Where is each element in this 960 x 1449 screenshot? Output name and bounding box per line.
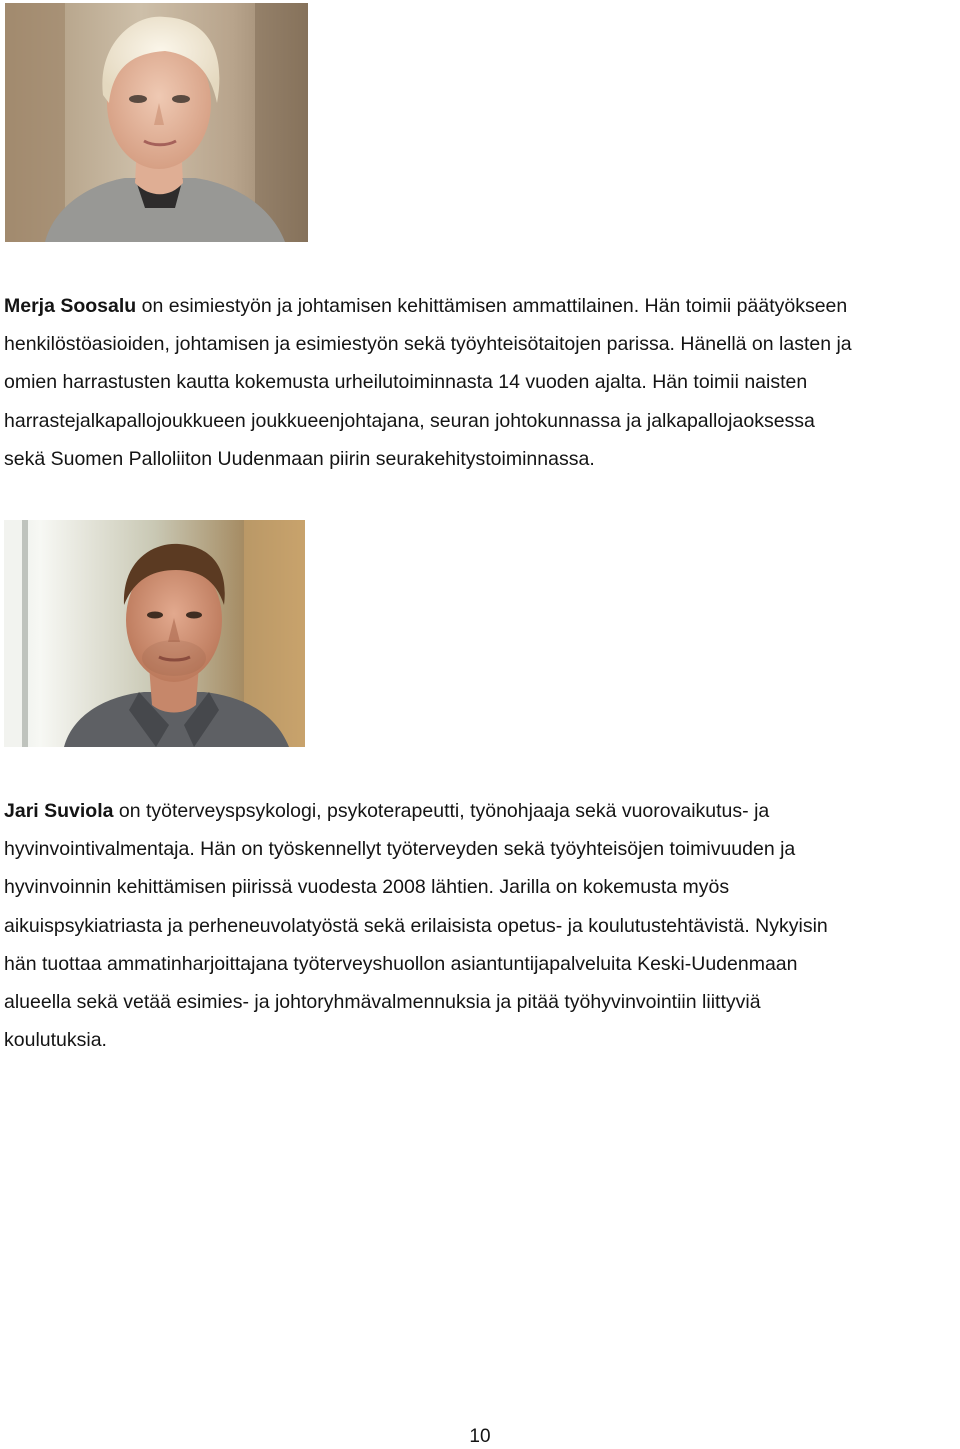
bio-line: harrastejalkapallojoukkueen joukkueenjohtajana, seuran johtokunnassa ja jalkapallojaoksessa — [4, 409, 815, 432]
portrait-image — [4, 520, 305, 747]
bio-line: Jari Suviola on työterveyspsykologi, psykoterapeutti, työnohjaaja sekä vuorovaikutus- ja — [4, 800, 770, 822]
bio-line: omien harrastusten kautta kokemusta urheilutoiminnasta 14 vuoden ajalta. Hän toimii naisten — [4, 371, 808, 394]
bio-line: alueella sekä vetää esimies- ja johtoryhmävalmennuksia ja pitää työhyvinvointiin liittyviä — [4, 991, 761, 1014]
portrait-image — [5, 3, 308, 242]
bio-line: koulutuksia. — [4, 1029, 107, 1052]
bio-line: hän tuottaa ammatinharjoittajana työterveyshuollon asiantuntijapalveluita Keski-Uudenmaan — [4, 952, 798, 975]
page-number: 10 — [469, 1426, 491, 1447]
person-name: Merja Soosalu — [4, 295, 137, 317]
bio-line: Merja Soosalu on esimiestyön ja johtamisen kehittämisen ammattilainen. Hän toimii päätyökseen — [4, 295, 848, 317]
bio-line: hyvinvoinnin kehittämisen piirissä vuodesta 2008 lähtien. Jarilla on kokemusta myös — [4, 876, 730, 899]
bio-line: hyvinvointivalmentaja. Hän on työskennellyt työterveyden sekä työyhteisöjen toimivuuden ja — [4, 838, 796, 861]
jari-suviola-photo — [4, 520, 305, 747]
bio-line: sekä Suomen Palloliiton Uudenmaan piirin seurakehitystoiminnassa. — [4, 447, 595, 470]
bio-line: aikuispsykiatriasta ja perheneuvolatyöstä sekä erilaisista opetus- ja koulutustehtävistä. Nykyisin — [4, 914, 828, 937]
bio-paragraph-jari-suviola — [4, 792, 956, 1059]
merja-soosalu-photo — [5, 3, 308, 242]
bio-line: henkilöstöasioiden, johtamisen ja esimiestyön sekä työyhteisötaitojen parissa. Hänellä on lasten ja — [4, 333, 852, 356]
person-name: Jari Suviola — [4, 800, 114, 822]
bio-paragraph-merja-soosalu — [4, 287, 956, 478]
